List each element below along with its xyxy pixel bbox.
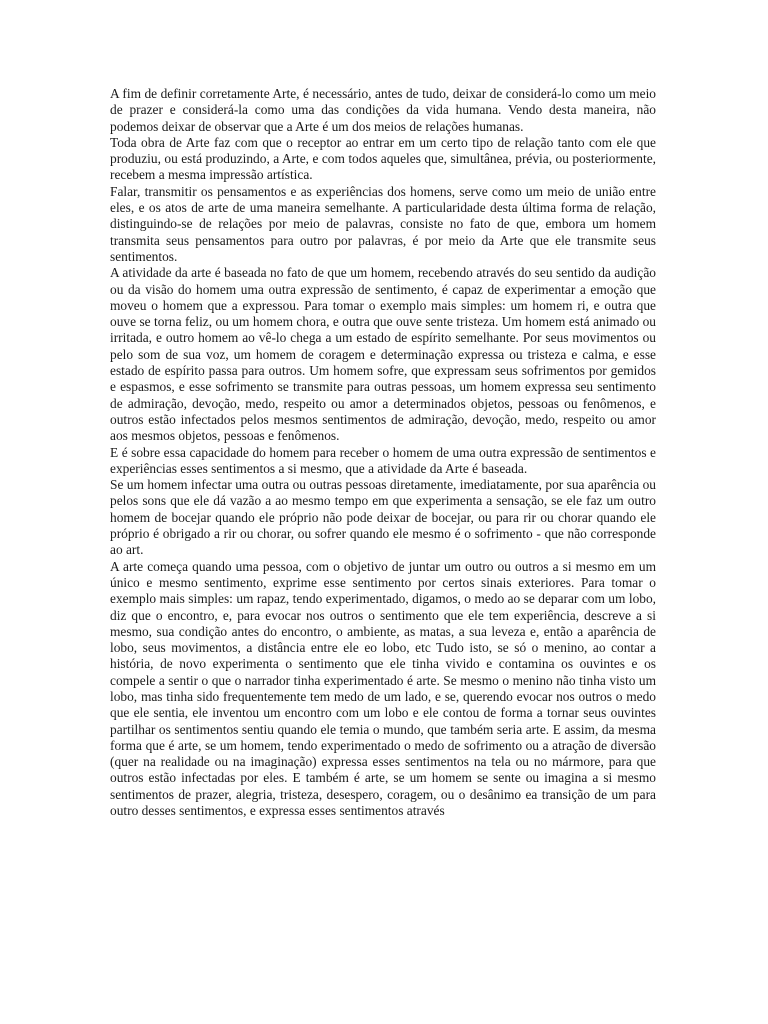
paragraph: E é sobre essa capacidade do homem para receber o homem de uma outra expressão de sentimentos e experiências esses sentimentos a si mesmo, que a atividade da Arte é baseada. bbox=[110, 444, 656, 476]
paragraph: Toda obra de Arte faz com que o receptor ao entrar em um certo tipo de relação tanto com ele que produziu, ou está produzindo, a Arte, e com todos aqueles que, simultânea, prévia, ou posteriormente, recebem a mesma impressão artística. bbox=[110, 134, 656, 183]
paragraph: A atividade da arte é baseada no fato de que um homem, recebendo através do seu sentido da audição ou da visão do homem uma outra expressão de sentimento, é capaz de experimentar a emoção que moveu o homem que a expressou. Para tomar o exemplo mais simples: um homem ri, e outra que ouve se torna feliz, ou um homem chora, e outra que ouve sente tristeza. Um homem está animado ou irritada, e outro homem ao vê-lo chega a um estado de espírito semelhante. Por seus movimentos ou pelo som de sua voz, um homem de coragem e determinação expressa ou tristeza e calma, e esse estado de espírito passa para outros. Um homem sofre, que expressam seus sofrimentos por gemidos e espasmos, e esse sofrimento se transmite para outras pessoas, um homem expressa seu sentimento de admiração, devoção, medo, respeito ou amor a determinados objetos, pessoas ou fenômenos, e outros estão infectados pelos mesmos sentimentos de admiração, devoção, medo, respeito ou amor aos mesmos objetos, pessoas e fenômenos. bbox=[110, 265, 656, 444]
paragraph: A fim de definir corretamente Arte, é necessário, antes de tudo, deixar de considerá-lo como um meio de prazer e considerá-la como uma das condições da vida humana. Vendo desta maneira, não podemos deixar de observar que a Arte é um dos meios de relações humanas. bbox=[110, 86, 656, 134]
paragraph: Se um homem infectar uma outra ou outras pessoas diretamente, imediatamente, por sua aparência ou pelos sons que ele dá vazão a ao mesmo tempo em que experimenta a sensação, se ele faz um outro homem de bocejar quando ele próprio não pode deixar de bocejar, ou para rir ou chorar quando ele próprio é obrigado a rir ou chorar, ou sofrer quando ele mesmo é o sofrimento - que não corresponde ao art. bbox=[110, 477, 656, 558]
paragraph: Falar, transmitir os pensamentos e as experiências dos homens, serve como um meio de união entre eles, e os atos de arte de uma maneira semelhante. A particularidade desta última forma de relação, distinguindo-se de relações por meio de palavras, consiste no fato de que, embora um homem transmita seus pensamentos para outro por palavras, é por meio da Arte que ele transmite seus sentimentos. bbox=[110, 183, 656, 264]
body-text bbox=[110, 86, 656, 819]
paragraph: A arte começa quando uma pessoa, com o objetivo de juntar um outro ou outros a si mesmo em um único e mesmo sentimento, exprime esse sentimento por certos sinais exteriores. Para tomar o exemplo mais simples: um rapaz, tendo experimentado, digamos, o medo ao se deparar com um lobo, diz que o encontro, e, para evocar nos outros o sentimento que ele tem experiência, descreve a si mesmo, sua condição antes do encontro, o ambiente, as matas, a sua leveza e, então a aparência de lobo, seus movimentos, a distância entre ele eo lobo, etc Tudo isto, se só o menino, ao contar a história, de novo experimenta o sentimento que ele tinha vivido e contamina os ouvintes e os compele a sentir o que o narrador tinha experimentado é arte. Se mesmo o menino não tinha visto um lobo, mas tinha sido frequentemente tem medo de um lado, e se, querendo evocar nos outros o medo que ele sentia, ele inventou um encontro com um lobo e ele contou de forma a tornar seus ouvintes partilhar os sentimentos sentiu quando ele temia o mundo, que também seria arte. E assim, da mesma forma que é arte, se um homem, tendo experimentado o medo de sofrimento ou a atração de diversão (quer na realidade ou na imaginação) expressa esses sentimentos na tela ou no mármore, para que outros estão infectadas por eles. E também é arte, se um homem se sente ou imagina a si mesmo sentimentos de prazer, alegria, tristeza, desespero, coragem, ou o desânimo ea transição de um para outro desses sentimentos, e expressa esses sentimentos através bbox=[110, 558, 656, 819]
